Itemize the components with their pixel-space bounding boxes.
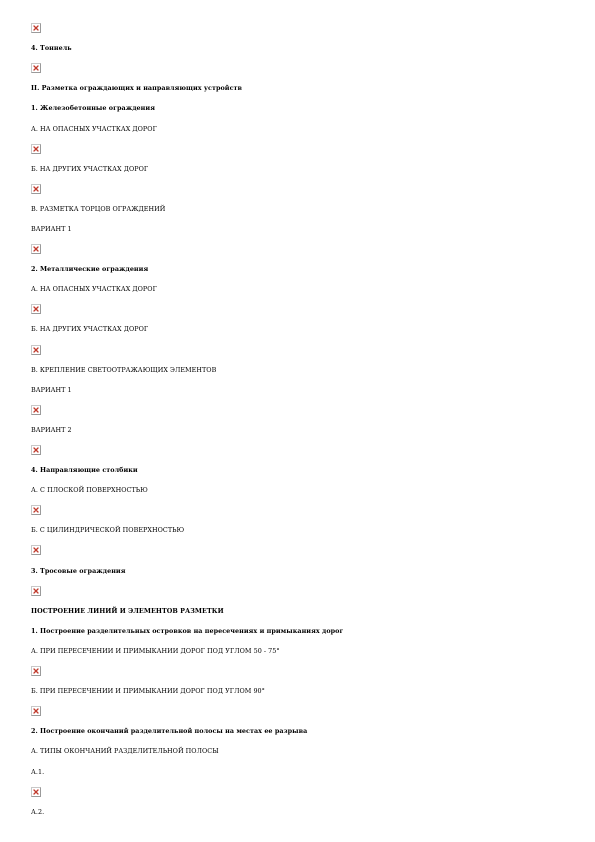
section-heading (31, 721, 571, 741)
heading-text: 4. Направляющие столбики (31, 466, 138, 475)
paragraph-text: В. КРЕПЛЕНИЕ СВЕТООТРАЖАЮЩИХ ЭЛЕМЕНТОВ (31, 365, 217, 374)
image-row (31, 239, 571, 259)
paragraph (31, 380, 571, 400)
broken-image-icon (31, 405, 41, 415)
paragraph (31, 118, 571, 138)
broken-image-icon (31, 184, 41, 194)
paragraph-text: Б. НА ДРУГИХ УЧАСТКАХ ДОРОГ (31, 325, 149, 334)
heading-text: 4. Тоннель (31, 44, 72, 53)
broken-image-icon (31, 706, 41, 716)
paragraph-text: А.1. (31, 767, 45, 776)
broken-image-icon (31, 586, 41, 596)
broken-image-icon (31, 545, 41, 555)
paragraph (31, 420, 571, 440)
image-row (31, 139, 571, 159)
image-row (31, 540, 571, 560)
heading-text: ПОСТРОЕНИЕ ЛИНИЙ И ЭЛЕМЕНТОВ РАЗМЕТКИ (31, 606, 224, 615)
image-row (31, 440, 571, 460)
section-heading (31, 78, 571, 98)
image-row (31, 782, 571, 802)
paragraph-text: В. РАЗМЕТКА ТОРЦОВ ОГРАЖДЕНИЙ (31, 204, 166, 213)
paragraph-text: А. С ПЛОСКОЙ ПОВЕРХНОСТЬЮ (31, 486, 148, 495)
paragraph-text: А. НА ОПАСНЫХ УЧАСТКАХ ДОРОГ (31, 285, 157, 294)
heading-text: II. Разметка ограждающих и направляющих устройств (31, 84, 243, 93)
image-row (31, 400, 571, 420)
image-row (31, 58, 571, 78)
heading-text: 2. Металлические ограждения (31, 265, 149, 274)
section-heading (31, 259, 571, 279)
paragraph-text: ВАРИАНТ 2 (31, 425, 72, 434)
heading-text: 3. Тросовые ограждения (31, 566, 126, 575)
paragraph-text: ВАРИАНТ 1 (31, 385, 72, 394)
broken-image-icon (31, 23, 41, 33)
document-body (31, 18, 571, 822)
section-heading (31, 601, 571, 621)
heading-text: 1. Построение разделительных островков на пересечениях и примыканиях дорог (31, 626, 344, 635)
paragraph (31, 199, 571, 219)
paragraph-text: А. НА ОПАСНЫХ УЧАСТКАХ ДОРОГ (31, 124, 157, 133)
paragraph (31, 319, 571, 339)
paragraph-text: А. ПРИ ПЕРЕСЕЧЕНИИ И ПРИМЫКАНИИ ДОРОГ ПОД УГЛОМ 50 - 75° (31, 646, 280, 655)
heading-text: 1. Железобетонные ограждения (31, 104, 155, 113)
heading-text: 2. Построение окончаний разделительной полосы на местах ее разрыва (31, 727, 308, 736)
broken-image-icon (31, 144, 41, 154)
section-heading (31, 38, 571, 58)
image-row (31, 661, 571, 681)
paragraph (31, 480, 571, 500)
image-row (31, 340, 571, 360)
image-row (31, 179, 571, 199)
paragraph-text: ВАРИАНТ 1 (31, 224, 72, 233)
paragraph (31, 520, 571, 540)
image-row (31, 500, 571, 520)
broken-image-icon (31, 63, 41, 73)
broken-image-icon (31, 244, 41, 254)
section-heading (31, 561, 571, 581)
paragraph (31, 741, 571, 761)
broken-image-icon (31, 345, 41, 355)
paragraph (31, 159, 571, 179)
paragraph-text: Б. НА ДРУГИХ УЧАСТКАХ ДОРОГ (31, 164, 149, 173)
broken-image-icon (31, 445, 41, 455)
paragraph-text: Б. С ЦИЛИНДРИЧЕСКОЙ ПОВЕРХНОСТЬЮ (31, 526, 185, 535)
image-row (31, 581, 571, 601)
paragraph-text: А. ТИПЫ ОКОНЧАНИЙ РАЗДЕЛИТЕЛЬНОЙ ПОЛОСЫ (31, 747, 219, 756)
paragraph (31, 279, 571, 299)
paragraph (31, 802, 571, 822)
paragraph (31, 641, 571, 661)
section-heading (31, 460, 571, 480)
broken-image-icon (31, 787, 41, 797)
paragraph-text: Б. ПРИ ПЕРЕСЕЧЕНИИ И ПРИМЫКАНИИ ДОРОГ ПОД УГЛОМ 90° (31, 687, 265, 696)
paragraph-text: А.2. (31, 807, 45, 816)
image-row (31, 299, 571, 319)
broken-image-icon (31, 304, 41, 314)
broken-image-icon (31, 505, 41, 515)
broken-image-icon (31, 666, 41, 676)
image-row (31, 701, 571, 721)
paragraph (31, 681, 571, 701)
paragraph (31, 219, 571, 239)
section-heading (31, 621, 571, 641)
section-heading (31, 98, 571, 118)
paragraph (31, 761, 571, 781)
image-row (31, 18, 571, 38)
paragraph (31, 360, 571, 380)
